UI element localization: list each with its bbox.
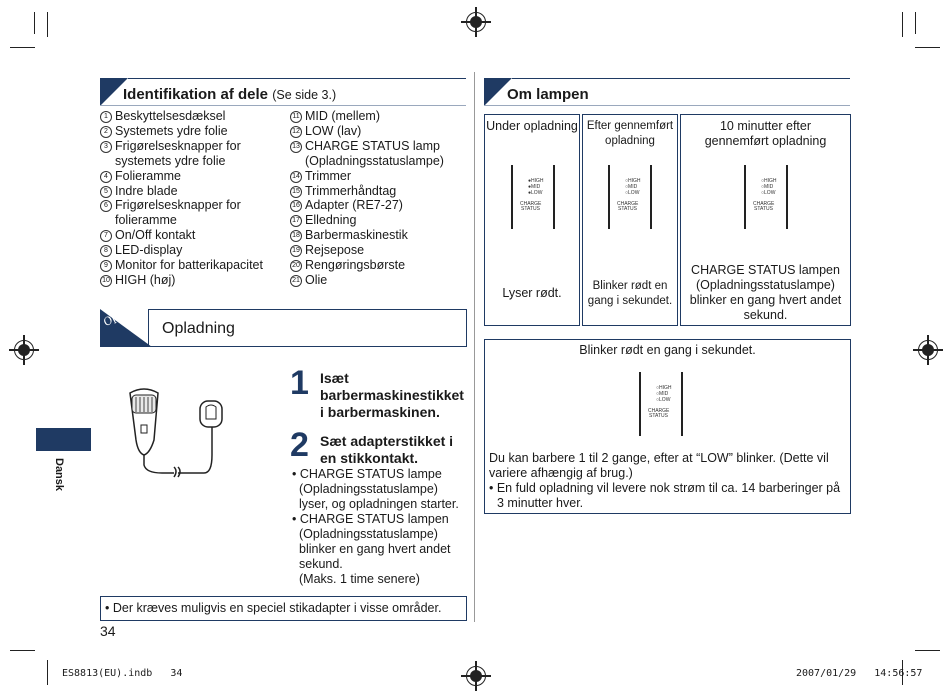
part-number: 5 (100, 186, 112, 198)
page-number: 34 (100, 623, 116, 639)
crop-mark (10, 650, 35, 651)
lamp-box-10min (680, 114, 851, 326)
registration-mark-icon (14, 340, 34, 360)
footer-date: 2007/01/29 14:56:57 (796, 668, 923, 679)
lamp-box-1-bottom: Lyser rødt. (502, 286, 562, 300)
part-number: 1 (100, 111, 112, 123)
part-number: 14 (290, 171, 302, 183)
footer-file: ES8813(EU).indb 34 (62, 668, 183, 679)
part-item (290, 169, 465, 184)
registration-mark-icon (918, 340, 938, 360)
section-rule (100, 105, 466, 106)
parts-list-1 (100, 109, 280, 288)
shaver-charging-illustration (122, 385, 234, 485)
part-item (290, 109, 465, 124)
lamp-box-4-bullet: • En fuld opladning vil levere nok strøm til ca. 14 barberinger på 3 minutter hver. (489, 481, 841, 510)
part-label: Monitor for batterikapacitet (115, 258, 263, 273)
part-item (100, 124, 280, 139)
part-number: 6 (100, 200, 112, 212)
part-item (290, 184, 465, 199)
part-number: 17 (290, 215, 302, 227)
crop-mark (902, 12, 903, 37)
part-item (100, 243, 280, 258)
lamp-box-2-bottom: Blinker rødt en gang i sekundet. (587, 280, 673, 307)
part-item (100, 169, 280, 184)
part-label: Trimmerhåndtag (305, 183, 397, 198)
language-tab (36, 428, 91, 451)
lamp-box-charging (484, 114, 580, 326)
part-label: Frigørelsesknapper for folieramme (115, 198, 241, 228)
part-item (100, 198, 280, 228)
language-label: Dansk (53, 458, 65, 492)
parts-list-2 (290, 109, 465, 288)
part-item (290, 198, 465, 213)
part-item (100, 273, 280, 288)
section-rule (484, 105, 850, 106)
lamp-box-3-top: 10 minutter efter gennemført opladning (704, 119, 827, 148)
step-1-number: 1 (290, 364, 309, 402)
charging-title: Opladning (162, 320, 235, 337)
section-rule (512, 78, 850, 79)
part-number: 4 (100, 171, 112, 183)
part-label: LOW (lav) (305, 123, 362, 138)
adapter-note: • Der kræves muligvis en speciel stikadapter i visse områder. (105, 601, 442, 615)
registration-mark-icon (466, 12, 486, 32)
part-item (290, 273, 465, 288)
part-number: 21 (290, 275, 302, 287)
part-label: Frigørelsesknapper for systemets ydre folie (115, 138, 241, 168)
part-item (290, 139, 465, 169)
lamp-box-4-text: Du kan barbere 1 til 2 gange, efter at “LOW” blinker. (Dette vil variere afhængig af brug.) (489, 451, 829, 480)
part-number: 2 (100, 126, 112, 138)
part-number: 7 (100, 230, 112, 242)
lamp-indicator-icon: ●HIGH ●MID ●LOW CHARGE STATUS (511, 165, 555, 229)
lamp-indicator-icon: ○HIGH ○MID ○LOW CHARGE STATUS (639, 372, 683, 436)
part-number: 18 (290, 230, 302, 242)
bullet-charge-start: • CHARGE STATUS lampe (Opladningsstatuslampe) lyser, og opladningen starter. (292, 467, 459, 511)
part-number: 3 (100, 141, 112, 153)
part-number: 16 (290, 200, 302, 212)
crop-mark (10, 47, 35, 48)
part-item (290, 213, 465, 228)
bullet-charge-complete: • CHARGE STATUS lampen (Opladningsstatuslampe) blinker en gang hvert andet sekund. (292, 512, 451, 571)
part-item (100, 109, 280, 124)
part-item (290, 228, 465, 243)
part-label: Elledning (305, 213, 357, 228)
part-number: 19 (290, 245, 302, 257)
part-label: Folieramme (115, 168, 181, 183)
lamp-indicator-icon: ○HIGH ○MID ○LOW CHARGE STATUS (744, 165, 788, 229)
part-label: On/Off kontakt (115, 228, 196, 243)
lamp-box-1-top: Under opladning (486, 119, 578, 133)
lamp-section-title: Om lampen (507, 86, 589, 103)
crop-mark (34, 12, 35, 34)
lamp-box-4-top: Blinker rødt en gang i sekundet. (579, 343, 756, 357)
part-label: Systemets ydre folie (115, 123, 228, 138)
part-item (100, 258, 280, 273)
section-rule (128, 78, 466, 79)
part-item (290, 124, 465, 139)
crop-mark (47, 12, 48, 37)
part-number: 11 (290, 111, 302, 123)
lamp-indicator-icon: ○HIGH ○MID ○LOW CHARGE STATUS (608, 165, 652, 229)
crop-mark (47, 660, 48, 685)
crop-mark (915, 650, 940, 651)
part-label: Indre blade (115, 183, 178, 198)
part-label: Adapter (RE7-27) (305, 198, 403, 213)
part-number: 15 (290, 186, 302, 198)
part-label: Barbermaskinestik (305, 228, 408, 243)
part-item (100, 139, 280, 169)
part-item (100, 228, 280, 243)
step-2-text: Sæt adapterstikket i en stikkontakt. (320, 433, 454, 466)
part-label: CHARGE STATUS lamp (Opladningsstatuslampe) (305, 138, 444, 168)
part-label: LED-display (115, 243, 183, 258)
part-item (100, 184, 280, 199)
part-label: Olie (305, 272, 328, 287)
part-number: 20 (290, 260, 302, 272)
part-item (290, 258, 465, 273)
lamp-box-complete (582, 114, 678, 326)
part-label: MID (mellem) (305, 109, 380, 123)
lamp-box-low (484, 339, 851, 514)
part-label: Trimmer (305, 168, 352, 183)
crop-mark (915, 12, 916, 34)
part-label: Beskyttelsesdæksel (115, 109, 226, 123)
charging-bullets (292, 467, 467, 587)
step-1-text: Isæt barbermaskinestikket i barbermaskinen. (320, 370, 464, 420)
part-number: 9 (100, 260, 112, 272)
part-label: HIGH (høj) (115, 272, 176, 287)
part-number: 13 (290, 141, 302, 153)
column-divider (474, 72, 475, 622)
identification-title: Identifikation af dele (Se side 3.) (123, 86, 337, 103)
part-label: Rengøringsbørste (305, 258, 406, 273)
registration-mark-icon (466, 666, 486, 686)
charging-tab-label: Opladning (100, 286, 150, 330)
adapter-note-box (100, 596, 467, 621)
part-item (290, 243, 465, 258)
part-number: 10 (100, 275, 112, 287)
part-number: 8 (100, 245, 112, 257)
part-label: Rejsepose (305, 243, 365, 258)
lamp-box-2-top: Efter gennemført opladning (586, 120, 674, 147)
crop-mark (915, 47, 940, 48)
bullet-note: (Maks. 1 time senere) (299, 572, 420, 586)
part-number: 12 (290, 126, 302, 138)
step-2-number: 2 (290, 426, 309, 464)
lamp-box-3-bottom: CHARGE STATUS lampen (Opladningsstatuslampe) blinker en gang hvert andet sekund. (689, 263, 842, 322)
